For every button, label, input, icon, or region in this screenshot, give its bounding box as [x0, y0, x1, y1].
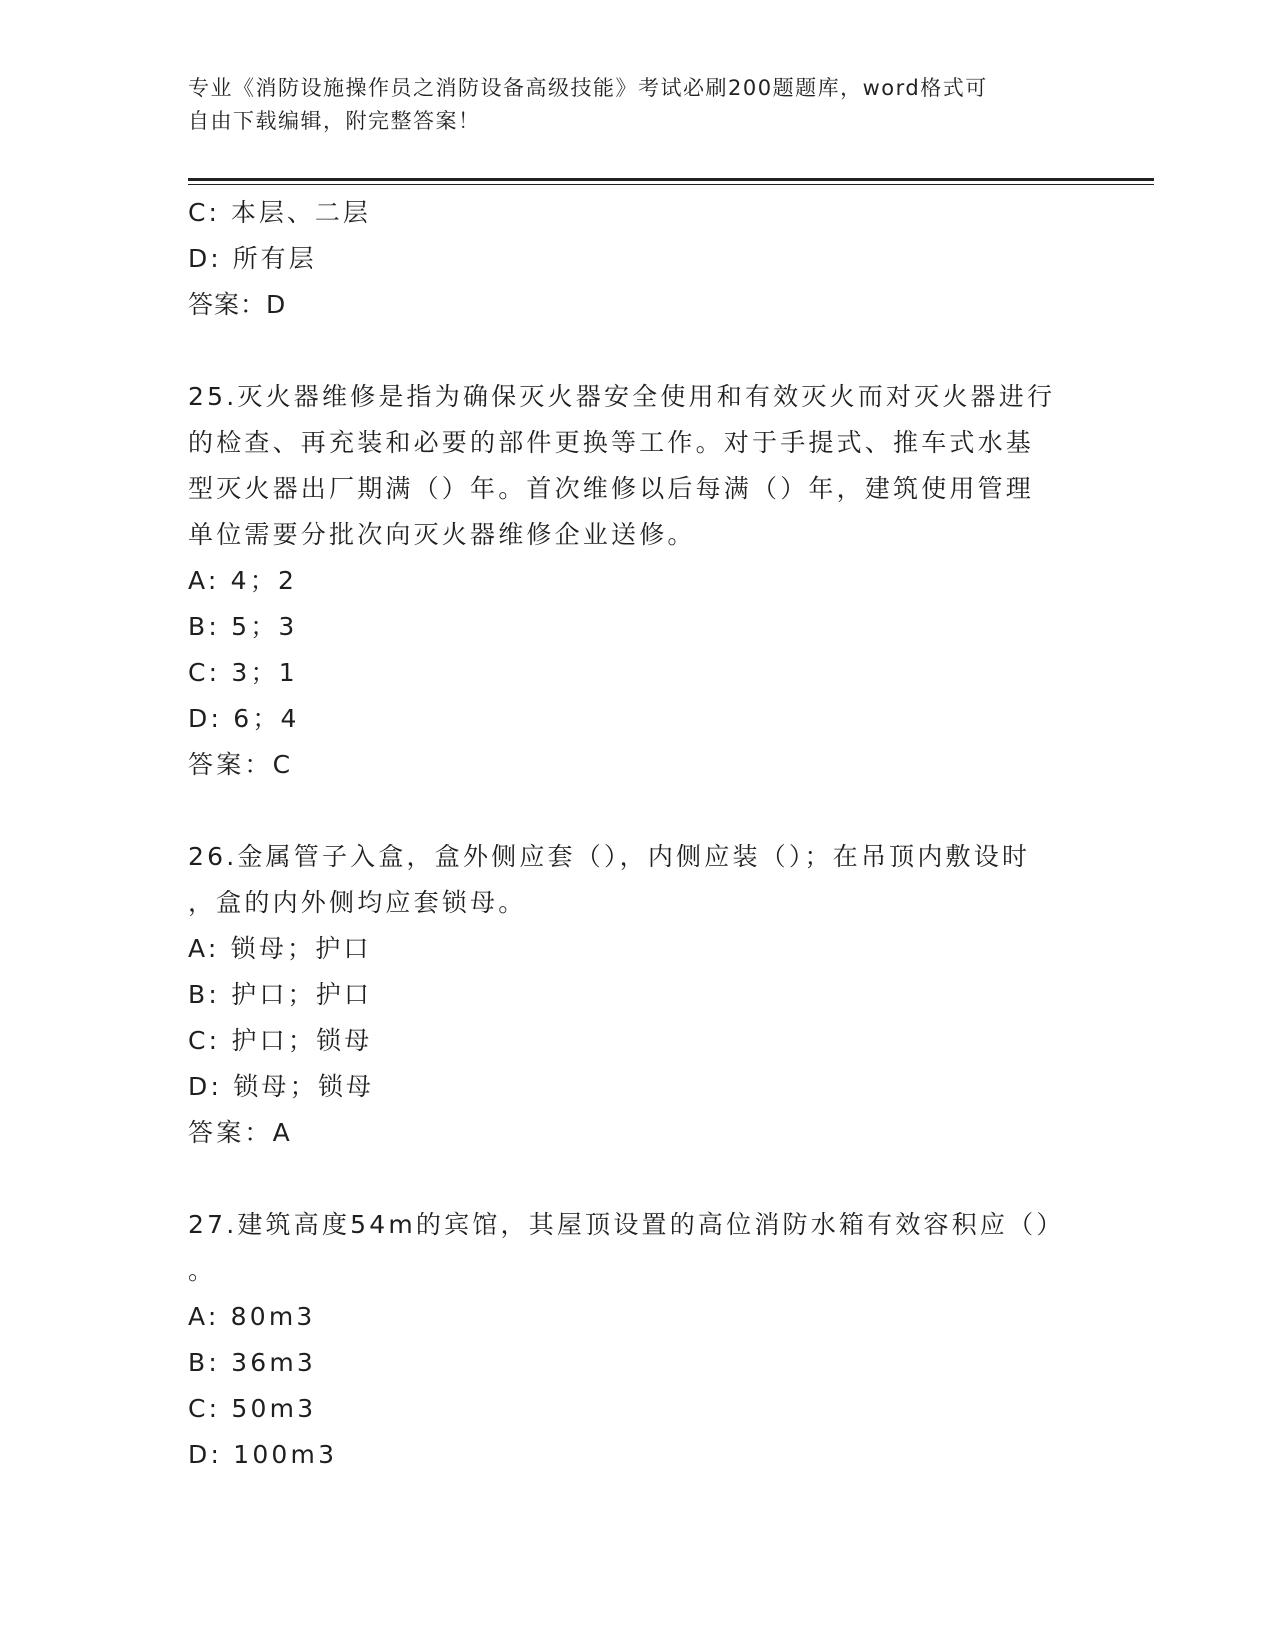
document-body: [188, 190, 1088, 1478]
option-d: D: 所有层: [188, 244, 317, 273]
option-c: C: 3；1: [188, 658, 298, 687]
question-24: [188, 190, 1088, 328]
question-text-line: 25.灭火器维修是指为确保灭火器安全使用和有效灭火而对灭火器进行: [188, 382, 1056, 411]
option-d: D: 6；4: [188, 704, 300, 733]
option-b: B: 36m3: [188, 1348, 316, 1377]
option-a: A: 锁母；护口: [188, 934, 372, 963]
spacer: [188, 788, 1088, 834]
question-text-line: 26.金属管子入盒，盒外侧应套（），内侧应装（）；在吊顶内敷设时: [188, 842, 1031, 871]
option-a: A: 4；2: [188, 566, 298, 595]
question-26: [188, 834, 1088, 1156]
option-b: B: 护口；护口: [188, 980, 373, 1009]
answer-line: 答案：C: [188, 750, 294, 779]
option-c: C: 护口；锁母: [188, 1026, 373, 1055]
header-divider-thin: [188, 184, 1154, 185]
option-d: D: 锁母；锁母: [188, 1072, 375, 1101]
question-27: [188, 1202, 1088, 1478]
option-b: B: 5；3: [188, 612, 298, 641]
question-text-line: 单位需要分批次向灭火器维修企业送修。: [188, 520, 696, 549]
answer-line: 答案：A: [188, 1118, 293, 1147]
header-title-line-2: 自由下载编辑，附完整答案！: [188, 109, 481, 133]
question-25: [188, 374, 1088, 788]
option-a: A: 80m3: [188, 1302, 316, 1331]
question-text-line: 27.建筑高度54m的宾馆，其屋顶设置的高位消防水箱有效容积应（）: [188, 1210, 1065, 1239]
option-d: D: 100m3: [188, 1440, 338, 1469]
spacer: [188, 1156, 1088, 1202]
option-c: C: 本层、二层: [188, 198, 371, 227]
question-text-line: 的检查、再充装和必要的部件更换等工作。对于手提式、推车式水基: [188, 428, 1035, 457]
document-header: [188, 72, 1088, 138]
question-text-line: ，盒的内外侧均应套锁母。: [188, 888, 527, 917]
spacer: [188, 328, 1088, 374]
header-title-line-1: 专业《消防设施操作员之消防设备高级技能》考试必刷200题题库，word格式可: [188, 76, 988, 100]
question-text-line: 。: [188, 1256, 217, 1285]
header-divider-thick: [188, 178, 1154, 181]
question-text-line: 型灭火器出厂期满（）年。首次维修以后每满（）年，建筑使用管理: [188, 474, 1035, 503]
answer-line: 答案：D: [188, 290, 287, 319]
option-c: C: 50m3: [188, 1394, 317, 1423]
